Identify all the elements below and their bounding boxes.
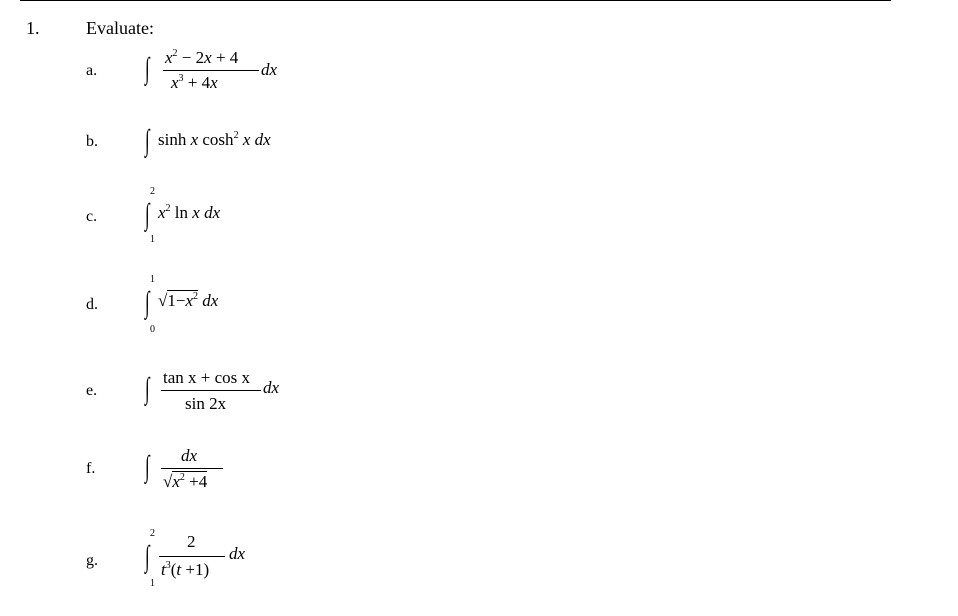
- top-rule: [20, 0, 891, 1]
- denominator: sin 2x: [185, 394, 227, 413]
- lower-limit: 0: [150, 324, 155, 335]
- lower-limit: 1: [150, 234, 155, 245]
- integral-sign: ∫: [145, 198, 150, 231]
- differential: dx: [263, 378, 280, 397]
- fraction-bar: [161, 390, 261, 391]
- integral-b: [145, 126, 305, 160]
- question-prompt: Evaluate:: [86, 18, 154, 38]
- integral-sign: ∫: [145, 124, 150, 157]
- integral-g: [145, 528, 265, 592]
- integral-f: [145, 446, 245, 500]
- fraction-bar: [159, 556, 225, 557]
- differential: dx: [229, 544, 246, 563]
- integral-sign: ∫: [145, 372, 150, 405]
- integral-c: [145, 186, 255, 248]
- numerator: $x^2 - 2x + 4$: [165, 48, 239, 67]
- fraction-bar: [161, 468, 223, 469]
- upper-limit: 2: [150, 528, 155, 539]
- integrand: $x^2$ ln x dx: [158, 203, 221, 222]
- fraction-bar: [163, 70, 259, 71]
- integral-sign: ∫: [145, 286, 150, 319]
- part-label-a: a.: [86, 62, 98, 79]
- denominator: $x^3 + 4x$: [171, 73, 218, 92]
- integral-sign: ∫: [145, 450, 150, 483]
- part-label-d: d.: [86, 296, 98, 313]
- part-label-b: b.: [86, 133, 98, 150]
- integral-a: [145, 48, 285, 98]
- numerator: 2: [187, 532, 196, 551]
- integrand: $√1-x^2$ dx: [158, 291, 219, 310]
- integral-e: [145, 368, 295, 418]
- part-label-f: f.: [86, 460, 96, 477]
- part-label-e: e.: [86, 382, 98, 399]
- differential: dx: [261, 60, 278, 79]
- denominator: $t^3(t +1)$: [161, 560, 210, 579]
- numerator: dx: [181, 446, 198, 465]
- integrand: sinh x $\cosh^2 x$ dx: [158, 130, 271, 149]
- denominator: $√x^2 +4$: [163, 472, 208, 491]
- upper-limit: 2: [150, 186, 155, 197]
- question-number: 1.: [26, 18, 40, 38]
- integral-sign: ∫: [145, 52, 150, 85]
- lower-limit: 1: [150, 578, 155, 589]
- part-label-g: g.: [86, 552, 98, 569]
- integral-sign: ∫: [145, 540, 150, 573]
- numerator: tan x + cos x: [163, 368, 251, 387]
- part-label-c: c.: [86, 208, 98, 225]
- integral-d: [145, 274, 255, 336]
- upper-limit: 1: [150, 274, 155, 285]
